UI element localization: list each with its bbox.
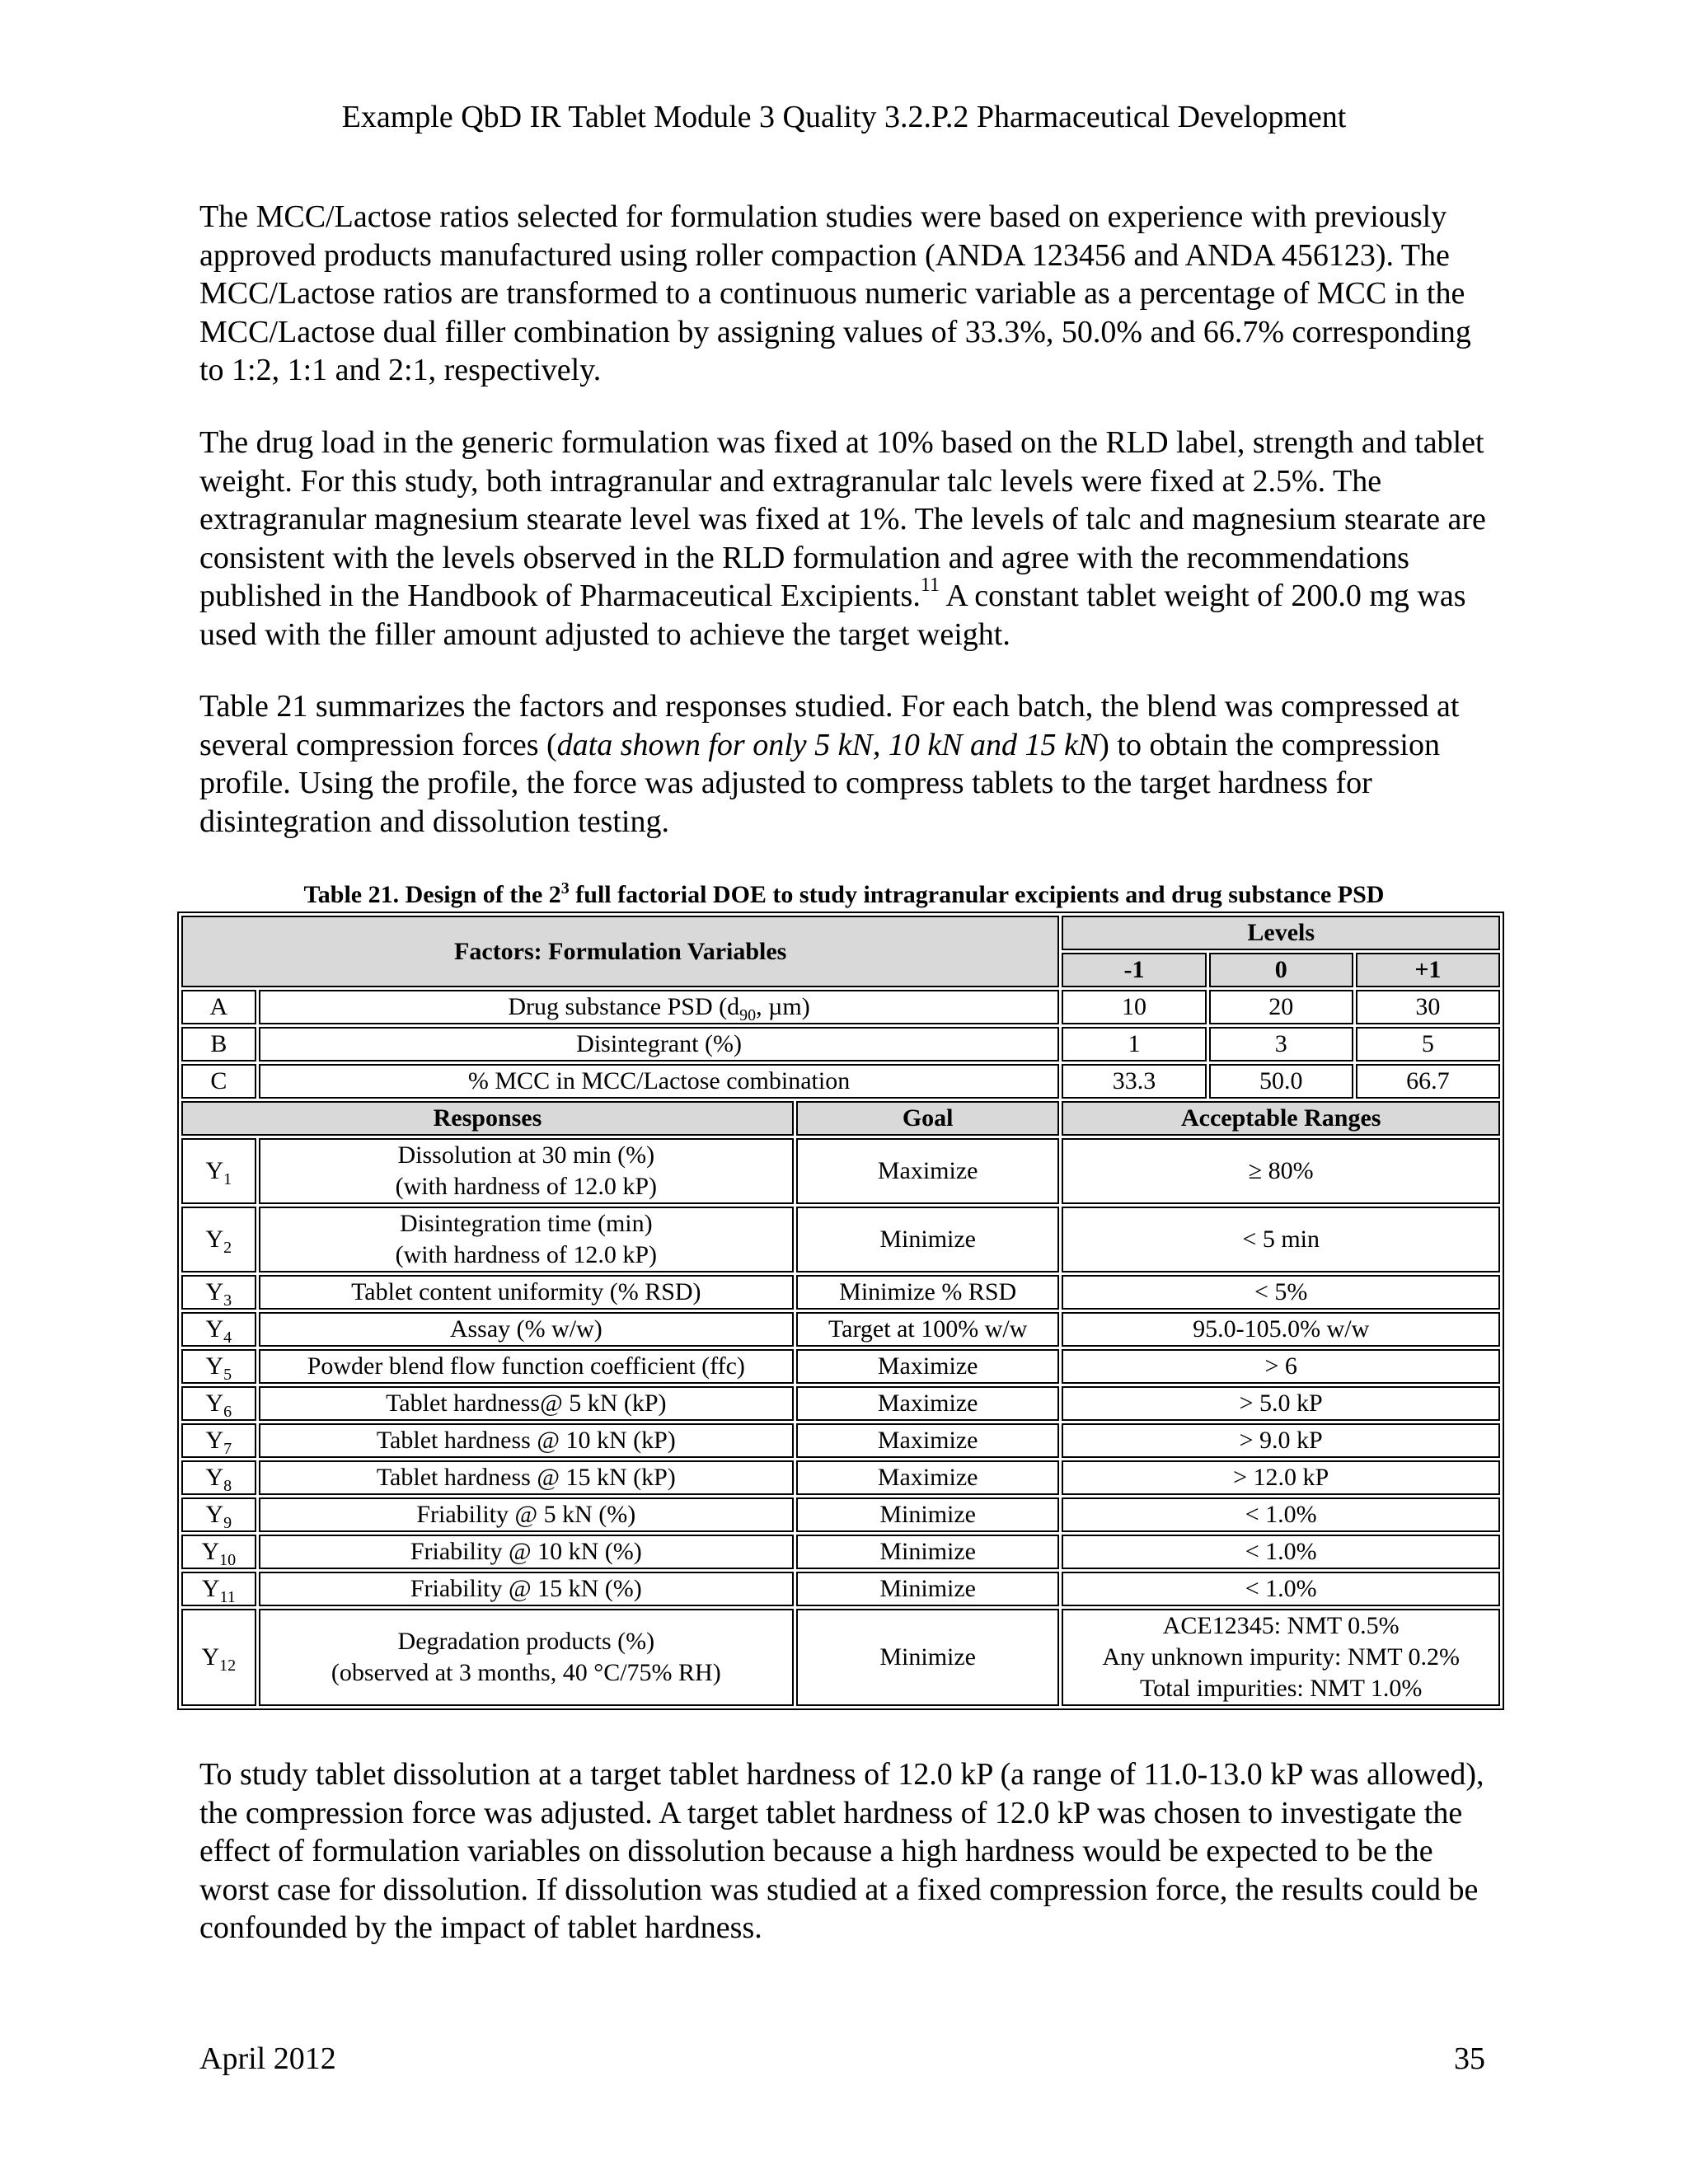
factors-header: Factors: Formulation Variables <box>181 916 1059 987</box>
factor-name: Disintegrant (%) <box>259 1027 1060 1062</box>
level-label-low: -1 <box>1062 953 1206 987</box>
reference-superscript: 11 <box>920 574 940 597</box>
factor-name <box>259 990 1060 1024</box>
response-range: < 5 min <box>1062 1207 1500 1272</box>
response-name: Tablet hardness @ 15 kN (kP) <box>259 1460 794 1495</box>
ranges-header: Acceptable Ranges <box>1062 1101 1500 1136</box>
factors-header-row <box>181 916 1500 950</box>
response-name-line: Degradation products (%) <box>397 1628 655 1655</box>
response-range: > 12.0 kP <box>1062 1460 1500 1495</box>
factor-level-low: 10 <box>1062 990 1206 1024</box>
response-id <box>181 1609 256 1706</box>
factor-row <box>181 1027 1500 1062</box>
response-row <box>181 1207 1500 1272</box>
response-row <box>181 1138 1500 1204</box>
response-id-subscript: 4 <box>223 1329 232 1347</box>
response-row <box>181 1497 1500 1532</box>
response-range: ≥ 80% <box>1062 1138 1500 1204</box>
response-range: < 1.0% <box>1062 1535 1500 1569</box>
response-id <box>181 1275 256 1310</box>
response-goal: Minimize <box>796 1572 1059 1606</box>
response-name: Friability @ 5 kN (%) <box>259 1497 794 1532</box>
factor-level-mid: 50.0 <box>1209 1064 1353 1099</box>
response-name-line: (observed at 3 months, 40 °C/75% RH) <box>331 1659 721 1686</box>
response-id-subscript: 1 <box>223 1170 232 1188</box>
factor-name: % MCC in MCC/Lactose combination <box>259 1064 1060 1099</box>
response-id-letter: Y <box>205 1278 224 1305</box>
response-id <box>181 1138 256 1204</box>
response-id-subscript: 5 <box>223 1366 232 1384</box>
response-id-letter: Y <box>205 1464 224 1491</box>
factor-id: C <box>181 1064 256 1099</box>
responses-header: Responses <box>181 1101 794 1136</box>
footer-date: April 2012 <box>199 2041 336 2076</box>
levels-header: Levels <box>1062 916 1500 950</box>
response-id-letter: Y <box>205 1501 224 1528</box>
response-row <box>181 1386 1500 1421</box>
level-label-high: +1 <box>1356 953 1500 987</box>
response-id-letter: Y <box>201 1643 220 1671</box>
response-goal: Minimize <box>796 1609 1059 1706</box>
response-range: < 1.0% <box>1062 1497 1500 1532</box>
response-id-letter: Y <box>201 1538 220 1565</box>
response-id-subscript: 11 <box>219 1588 236 1606</box>
response-row <box>181 1460 1500 1495</box>
factor-level-high: 30 <box>1356 990 1500 1024</box>
response-name: Tablet content uniformity (% RSD) <box>259 1275 794 1310</box>
doe-table <box>177 912 1504 1710</box>
response-row <box>181 1275 1500 1310</box>
factor-level-low: 33.3 <box>1062 1064 1206 1099</box>
response-name-line: Dissolution at 30 min (%) <box>397 1141 655 1169</box>
response-id-letter: Y <box>205 1427 224 1454</box>
response-name: Friability @ 15 kN (%) <box>259 1572 794 1606</box>
responses-header-row <box>181 1101 1500 1136</box>
response-id-letter: Y <box>205 1352 224 1380</box>
response-name-line: Disintegration time (min) <box>400 1210 653 1237</box>
factor-row <box>181 1064 1500 1099</box>
response-range: > 6 <box>1062 1349 1500 1384</box>
response-range: 95.0-105.0% w/w <box>1062 1312 1500 1347</box>
factor-level-high: 66.7 <box>1356 1064 1500 1099</box>
response-goal: Target at 100% w/w <box>796 1312 1059 1347</box>
response-id-subscript: 6 <box>223 1403 232 1421</box>
response-id <box>181 1572 256 1606</box>
response-range-line: ACE12345: NMT 0.5% <box>1162 1612 1400 1639</box>
response-goal: Maximize <box>796 1460 1059 1495</box>
paragraph-drug-load <box>199 424 1502 654</box>
response-id-subscript: 10 <box>219 1551 237 1569</box>
response-id-subscript: 8 <box>223 1477 232 1495</box>
response-name: Friability @ 10 kN (%) <box>259 1535 794 1569</box>
response-id-subscript: 7 <box>223 1440 232 1458</box>
level-label-mid: 0 <box>1209 953 1353 987</box>
response-range: < 1.0% <box>1062 1572 1500 1606</box>
response-name: Assay (% w/w) <box>259 1312 794 1347</box>
goal-header: Goal <box>796 1101 1059 1136</box>
response-name-line: (with hardness of 12.0 kP) <box>395 1173 658 1200</box>
paragraph-table-summary-text: Table 21 summarizes the factors and responses studied. For each batch, the blend was compressed at several compression forces ( <box>199 689 1460 762</box>
response-goal: Minimize <box>796 1535 1059 1569</box>
table-title-text-cont: full factorial DOE to study intragranular excipients and drug substance PSD <box>569 881 1385 908</box>
paragraph-italic-note: data shown for only 5 kN, 10 kN and 15 kN <box>556 727 1100 762</box>
factor-id: B <box>181 1027 256 1062</box>
response-id <box>181 1460 256 1495</box>
response-id-letter: Y <box>201 1575 220 1602</box>
response-goal: Maximize <box>796 1423 1059 1458</box>
response-id <box>181 1535 256 1569</box>
response-name <box>259 1138 794 1204</box>
response-goal: Maximize <box>796 1138 1059 1204</box>
table-title-superscript: 3 <box>560 879 570 898</box>
response-name: Powder blend flow function coefficient (ffc) <box>259 1349 794 1384</box>
footer-page-number: 35 <box>1454 2041 1485 2076</box>
response-row <box>181 1312 1500 1347</box>
response-id <box>181 1497 256 1532</box>
response-id-letter: Y <box>205 1157 224 1184</box>
response-id <box>181 1349 256 1384</box>
factor-level-mid: 20 <box>1209 990 1353 1024</box>
response-range: < 5% <box>1062 1275 1500 1310</box>
response-row <box>181 1349 1500 1384</box>
response-id <box>181 1312 256 1347</box>
response-row <box>181 1423 1500 1458</box>
factor-name-text: Drug substance PSD (d <box>508 993 740 1020</box>
table-title-text: Table 21. Design of the 2 <box>303 881 561 908</box>
response-row <box>181 1535 1500 1569</box>
response-row <box>181 1572 1500 1606</box>
response-range-line: Total impurities: NMT 1.0% <box>1140 1675 1423 1702</box>
factor-row <box>181 990 1500 1024</box>
paragraph-table-summary <box>199 687 1502 841</box>
response-name: Tablet hardness@ 5 kN (kP) <box>259 1386 794 1421</box>
factor-name-subscript: 90 <box>739 1006 757 1024</box>
response-id-subscript: 9 <box>223 1514 232 1532</box>
response-goal: Minimize % RSD <box>796 1275 1059 1310</box>
paragraph-table-summary-text-cont: ) to obtain the compression profile. Using the profile, the force was adjusted to compress tablets to the target hardness for disintegration and dissolution testing. <box>199 727 1440 839</box>
paragraph-drug-load-text-cont: A constant tablet weight of 200.0 mg was used with the filler amount adjusted to achieve the target weight. <box>199 579 1466 652</box>
response-range <box>1062 1609 1500 1706</box>
paragraph-mcc-lactose: The MCC/Lactose ratios selected for formulation studies were based on experience with previously approved products manufactured using roller compaction (ANDA 123456 and ANDA 456123). The MCC/Lactose ratios are transformed to a continuous numeric variable as a percentage of MCC in the MCC/Lactose dual filler combination by assigning values of 33.3%, 50.0% and 66.7% corresponding to 1:2, 1:1 and 2:1, respectively. <box>199 199 1471 387</box>
factor-name-text-cont: , µm) <box>756 993 810 1020</box>
response-id-subscript: 12 <box>219 1657 237 1675</box>
response-id-subscript: 3 <box>223 1291 232 1310</box>
paragraph-dissolution-hardness: To study tablet dissolution at a target tablet hardness of 12.0 kP (a range of 11.0-13.0 kP was allowed), the compression force was adjusted. A target tablet hardness of 12.0 kP was chosen to investigate the effect of formulation variables on dissolution because a high hardness would be expected to be the worst case for dissolution. If dissolution was studied at a fixed compression force, the results could be confounded by the impact of tablet hardness. <box>199 1757 1484 1945</box>
response-range: > 9.0 kP <box>1062 1423 1500 1458</box>
page-header: Example QbD IR Tablet Module 3 Quality 3.2.P.2 Pharmaceutical Development <box>341 100 1347 134</box>
response-id-subscript: 2 <box>223 1239 232 1257</box>
response-name: Tablet hardness @ 10 kN (kP) <box>259 1423 794 1458</box>
response-id <box>181 1423 256 1458</box>
response-id <box>181 1207 256 1272</box>
paragraph-drug-load-text: The drug load in the generic formulation was fixed at 10% based on the RLD label, strength and tablet weight. For this study, both intragranular and extragranular talc levels were fixed at 2.5%. The extragranular magnesium stearate level was fixed at 1%. The levels of talc and magnesium stearate are consistent with the levels observed in the RLD formulation and agree with the recommendations published in the Handbook of Pharmaceutical Excipients. <box>199 425 1486 613</box>
response-range-line: Any unknown impurity: NMT 0.2% <box>1102 1643 1460 1671</box>
response-id-letter: Y <box>205 1315 224 1343</box>
factor-level-mid: 3 <box>1209 1027 1353 1062</box>
response-goal: Minimize <box>796 1497 1059 1532</box>
response-name-line: (with hardness of 12.0 kP) <box>395 1241 658 1268</box>
response-id <box>181 1386 256 1421</box>
response-goal: Maximize <box>796 1349 1059 1384</box>
table-title <box>0 879 1688 912</box>
factor-id: A <box>181 990 256 1024</box>
response-id-letter: Y <box>205 1390 224 1417</box>
factor-level-high: 5 <box>1356 1027 1500 1062</box>
response-name <box>259 1207 794 1272</box>
response-range: > 5.0 kP <box>1062 1386 1500 1421</box>
response-row <box>181 1609 1500 1706</box>
response-goal: Maximize <box>796 1386 1059 1421</box>
factor-level-low: 1 <box>1062 1027 1206 1062</box>
response-name <box>259 1609 794 1706</box>
response-id-letter: Y <box>205 1226 224 1253</box>
response-goal: Minimize <box>796 1207 1059 1272</box>
